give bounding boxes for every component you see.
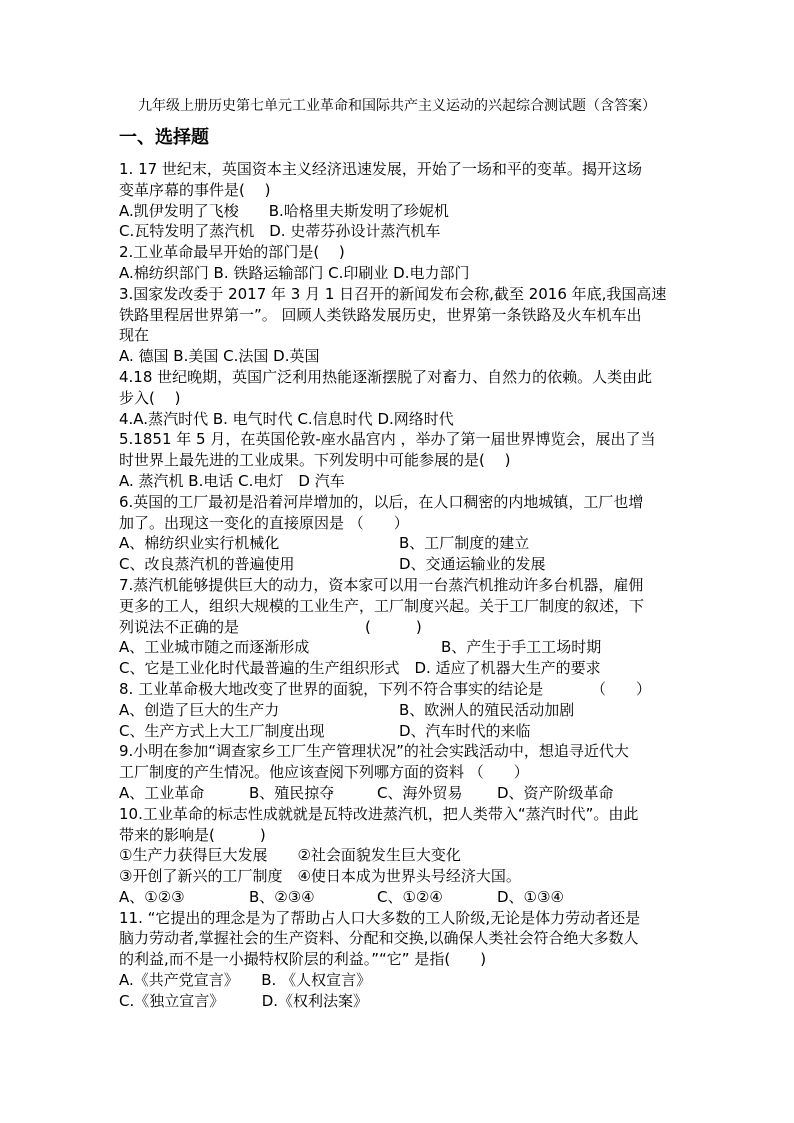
q10-statements-34: ③开创了新兴的工厂制度 ④使日本成为世界头号经济大国。 bbox=[119, 867, 521, 886]
page-title: 九年级上册历史第七单元工业革命和国际共产主义运动的兴起综合测试题（含答案） bbox=[138, 98, 656, 114]
q9-stem-line-2: 工厂制度的产生情况。他应该查阅下列哪方面的资料 （ ） bbox=[119, 763, 529, 782]
q3-stem-line-1: 3.国家发改委于 2017 年 3 月 1 日召开的新闻发布会称,截至 2016 年底,我国高速 bbox=[119, 284, 667, 303]
q9-option-a: A、工业革命 bbox=[119, 783, 205, 802]
q6-options-cd bbox=[119, 554, 679, 575]
q1-stem-line-2: 变革序幕的事件是( ) bbox=[119, 180, 271, 199]
q10-statements-12: ①生产力获得巨大发展 ②社会面貌发生巨大变化 bbox=[119, 846, 461, 865]
q8-option-d: D、汽车时代的来临 bbox=[399, 721, 531, 740]
q10-stem-line-2: 带来的影响是( ) bbox=[119, 825, 266, 844]
q9-stem-line-1: 9.小明在参加“调查家乡工厂生产管理状况”的社会实践活动中，想追寻近代大 bbox=[119, 742, 629, 761]
q10-stem-line-1: 10.工业革命的标志性成就就是瓦特改进蒸汽机，把人类带入“蒸汽时代”。由此 bbox=[119, 804, 639, 823]
q7-stem-text: 列说法不正确的是 bbox=[119, 617, 240, 636]
q5-options: A. 蒸汽机 B.电话 C.电灯 D 汽车 bbox=[119, 471, 345, 490]
q9-option-d: D、资产阶级革命 bbox=[497, 783, 614, 802]
q2-options: A.棉纺织部门 B. 铁路运输部门 C.印刷业 D.电力部门 bbox=[119, 263, 470, 282]
q11-stem-line-3: 的利益,而不是一小撮特权阶层的利益。”“它” 是指( ) bbox=[119, 950, 487, 969]
q6-options-ab bbox=[119, 533, 679, 554]
q4-options: 4.A.蒸汽时代 B. 电气时代 C.信息时代 D.网络时代 bbox=[119, 409, 454, 428]
q1-options-ab: A.凯伊发明了飞梭 B.哈格里夫斯发明了珍妮机 bbox=[119, 201, 449, 220]
q7-option-a: A、工业城市随之而逐渐形成 bbox=[119, 638, 310, 657]
q4-stem-line-2: 步入( ) bbox=[119, 388, 181, 407]
q6-option-b: B、工厂制度的建立 bbox=[399, 534, 530, 553]
q3-stem-line-3: 现在 bbox=[119, 326, 150, 345]
q7-options-ab bbox=[119, 637, 679, 658]
q8-option-c: C、生产方式上大工厂制度出现 bbox=[119, 721, 325, 740]
q2-stem: 2.工业革命最早开始的部门是( ) bbox=[119, 243, 345, 262]
question-list bbox=[119, 159, 679, 1012]
q7-stem-line-3 bbox=[119, 617, 679, 638]
q6-option-d: D、交通运输业的发展 bbox=[399, 555, 546, 574]
q3-stem-line-2: 铁路里程居世界第一”。 回顾人类铁路发展历史，世界第一条铁路及火车机车出 bbox=[119, 305, 642, 324]
q5-stem-line-1: 5.1851 年 5 月，在英国伦敦-座水晶宫内 ，举办了第一届世界博览会，展出了当 bbox=[119, 430, 656, 449]
q11-stem-line-1: 11. “它提出的理念是为了帮助占人口大多数的工人阶级,无论是体力劳动者还是 bbox=[119, 908, 641, 927]
q6-option-c: C、改良蒸汽机的普遍使用 bbox=[119, 555, 295, 574]
q6-option-a: A、棉纺织业实行机械化 bbox=[119, 534, 280, 553]
q4-stem-line-1: 4.18 世纪晚期，英国广泛利用热能逐渐摆脱了对畜力、自然力的依赖。人类由此 bbox=[119, 367, 653, 386]
q11-stem-line-2: 脑力劳动者,掌握社会的生产资料、分配和交换,以确保人类社会符合绝大多数人 bbox=[119, 929, 639, 948]
q11-options-ab: A.《共产党宣言》 B. 《人权宣言》 bbox=[119, 971, 372, 990]
q8-option-b: B、欧洲人的殖民活动加剧 bbox=[399, 700, 575, 719]
q7-stem-line-1: 7.蒸汽机能够提供巨大的动力，资本家可以用一台蒸汽机推动许多台机器，雇佣 bbox=[119, 575, 644, 594]
q10-option-a: A、①②③ bbox=[119, 887, 185, 906]
q10-option-d: D、①③④ bbox=[497, 887, 564, 906]
q9-options bbox=[119, 783, 679, 804]
q8-stem-text: 8. 工业革命极大地改变了世界的面貌，下列不符合事实的结论是 bbox=[119, 679, 544, 698]
q3-options: A. 德国 B.美国 C.法国 D.英国 bbox=[119, 347, 320, 366]
q10-options bbox=[119, 887, 679, 908]
section-heading: 一、选择题 bbox=[119, 127, 209, 148]
q8-stem bbox=[119, 679, 679, 700]
q9-option-c: C、海外贸易 bbox=[377, 783, 463, 802]
q7-options-cd: C、它是工业化时代最普遍的生产组织形式 D. 适应了机器大生产的要求 bbox=[119, 659, 601, 678]
q6-stem-line-1: 6.英国的工厂最初是沿着河岸增加的，以后，在人口稠密的内地城镇，工厂也增 bbox=[119, 492, 644, 511]
q7-answer-blank: ( ) bbox=[365, 617, 422, 636]
q8-option-a: A、创造了巨大的生产力 bbox=[119, 700, 280, 719]
q1-stem-line-1: 1. 17 世纪末，英国资本主义经济迅速发展，开始了一场和平的变革。揭开这场 bbox=[119, 160, 642, 178]
q10-option-b: B、②③④ bbox=[249, 887, 315, 906]
q6-stem-line-2: 加了。出现这一变化的直接原因是 （ ） bbox=[119, 513, 409, 532]
q7-option-b: B、产生于手工工场时期 bbox=[441, 638, 602, 657]
q8-options-cd bbox=[119, 721, 679, 742]
q9-option-b: B、殖民掠夺 bbox=[249, 783, 335, 802]
q7-stem-line-2: 更多的工人，组织大规模的工业生产，工厂制度兴起。关于工厂制度的叙述，下 bbox=[119, 596, 645, 615]
q8-answer-blank: （ ） bbox=[591, 679, 652, 698]
q10-option-c: C、①②④ bbox=[377, 887, 443, 906]
q5-stem-line-2: 时世界上最先进的工业成果。下列发明中可能参展的是( ) bbox=[119, 451, 511, 470]
q11-options-cd: C.《独立宣言》 D.《权利法案》 bbox=[119, 991, 369, 1010]
q8-options-ab bbox=[119, 700, 679, 721]
q1-options-cd: C.瓦特发明了蒸汽机 D. 史蒂芬孙设计蒸汽机车 bbox=[119, 222, 441, 241]
